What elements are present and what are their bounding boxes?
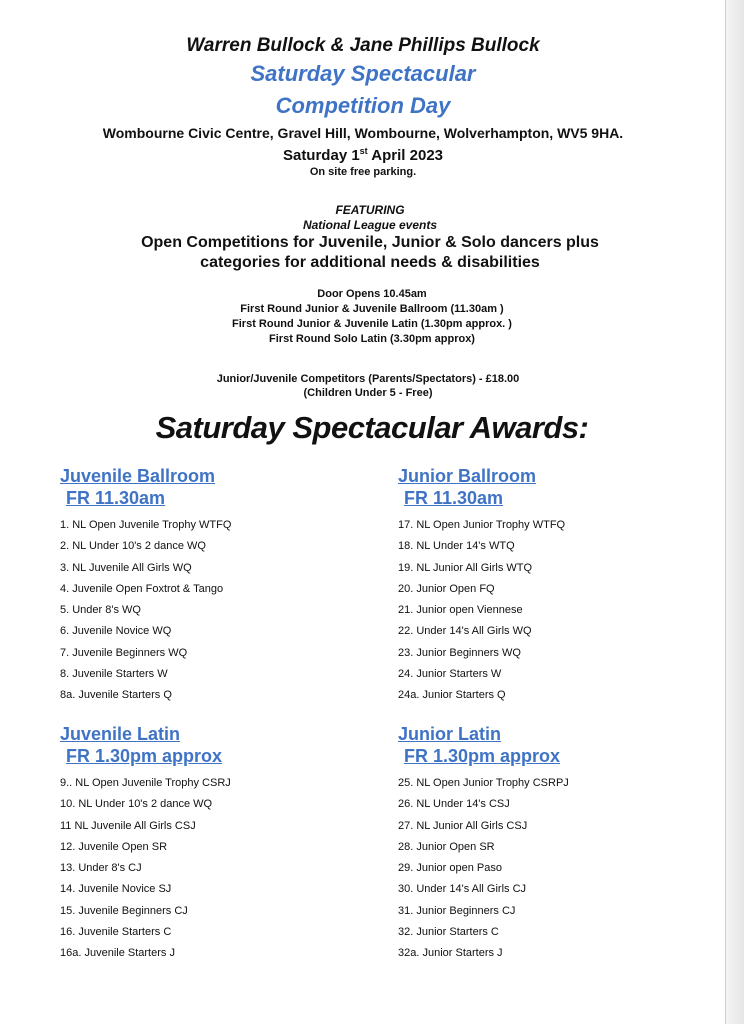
- list-item: 16. Juvenile Starters C: [60, 926, 172, 939]
- list-item: 29. Junior open Paso: [398, 862, 502, 875]
- price-note: (Children Under 5 - Free): [303, 387, 433, 399]
- section-title: Juvenile Latin: [60, 724, 181, 744]
- list-item: 11 NL Juvenile All Girls CSJ: [60, 819, 196, 832]
- list-item: 3. NL Juvenile All Girls WQ: [60, 561, 192, 574]
- list-item: 18. NL Under 14's WTQ: [398, 540, 515, 553]
- section-subtitle: FR 1.30pm approx: [66, 746, 223, 766]
- prices-block: [0, 372, 736, 400]
- page-edge: [725, 0, 744, 1024]
- header: [0, 34, 726, 179]
- section-junior-ballroom: [398, 465, 565, 707]
- award-list: [60, 773, 231, 965]
- organizers: Warren Bullock & Jane Phillips Bullock: [186, 35, 540, 56]
- list-item: 1. NL Open Juvenile Trophy WTFQ: [60, 519, 232, 531]
- venue: Wombourne Civic Centre, Gravel Hill, Wombourne, Wolverhampton, WV5 9HA.: [102, 125, 624, 141]
- list-item: 6. Juvenile Novice WQ: [60, 625, 172, 638]
- list-item: 32a. Junior Starters J: [398, 947, 503, 960]
- event-title-line2: Competition Day: [275, 93, 451, 118]
- list-item: 7. Juvenile Beginners WQ: [60, 646, 188, 659]
- section-subtitle: FR 11.30am: [404, 488, 504, 508]
- award-list: [60, 515, 231, 707]
- section-title: Junior Latin: [398, 724, 501, 744]
- list-item: 14. Juvenile Novice SJ: [60, 883, 172, 896]
- list-item: 20. Junior Open FQ: [398, 582, 495, 595]
- featuring-line2: categories for additional needs & disabilities: [200, 254, 540, 271]
- section-title: Junior Ballroom: [398, 466, 537, 486]
- date-rest: April 2023: [367, 147, 444, 164]
- schedule-line: Door Opens 10.45am: [317, 288, 427, 300]
- list-item: 32. Junior Starters C: [398, 926, 499, 939]
- list-item: 27. NL Junior All Girls CSJ: [398, 819, 528, 832]
- list-item: 10. NL Under 10's 2 dance WQ: [60, 798, 213, 811]
- list-item: 4. Juvenile Open Foxtrot & Tango: [60, 582, 224, 595]
- list-item: 31. Junior Beginners CJ: [398, 904, 516, 917]
- featuring-label: FEATURING: [335, 203, 405, 217]
- award-list: [398, 515, 565, 707]
- schedule-line: First Round Junior & Juvenile Ballroom (11.30am ): [240, 303, 504, 315]
- schedule-line: First Round Junior & Juvenile Latin (1.30pm approx. ): [232, 318, 512, 330]
- featuring-block: [0, 203, 740, 273]
- list-item: 16a. Juvenile Starters J: [60, 947, 175, 960]
- event-date: [0, 142, 726, 165]
- award-list: [398, 773, 569, 965]
- list-item: 5. Under 8's WQ: [60, 604, 141, 617]
- price-line: Junior/Juvenile Competitors (Parents/Spectators) - £18.00: [216, 373, 520, 385]
- section-title: Juvenile Ballroom: [60, 466, 216, 486]
- date-prefix: Saturday 1: [282, 147, 360, 164]
- list-item: 9.. NL Open Juvenile Trophy CSRJ: [60, 777, 231, 789]
- schedule-line: First Round Solo Latin (3.30pm approx): [269, 333, 475, 345]
- list-item: 24a. Junior Starters Q: [398, 689, 506, 702]
- section-subtitle: FR 11.30am: [66, 488, 166, 508]
- section-subtitle: FR 1.30pm approx: [404, 746, 561, 766]
- list-item: 23. Junior Beginners WQ: [398, 646, 521, 659]
- list-item: 30. Under 14's All Girls CJ: [398, 883, 527, 896]
- list-item: 12. Juvenile Open SR: [60, 840, 168, 853]
- list-item: 21. Junior open Viennese: [398, 604, 523, 617]
- awards-title: Saturday Spectacular Awards:: [155, 410, 589, 445]
- event-title-line1: Saturday Spectacular: [250, 61, 476, 86]
- section-junior-latin: [398, 723, 569, 965]
- list-item: 2. NL Under 10's 2 dance WQ: [60, 540, 206, 553]
- list-item: 24. Junior Starters W: [398, 668, 502, 681]
- featuring-subtitle: National League events: [302, 218, 438, 232]
- list-item: 22. Under 14's All Girls WQ: [398, 625, 532, 638]
- list-item: 8. Juvenile Starters W: [60, 668, 168, 681]
- list-item: 13. Under 8's CJ: [60, 862, 142, 875]
- section-juvenile-latin: [60, 723, 231, 965]
- schedule-block: [0, 287, 744, 347]
- parking-note: On site free parking.: [309, 166, 417, 178]
- list-item: 26. NL Under 14's CSJ: [398, 798, 510, 811]
- list-item: 28. Junior Open SR: [398, 840, 495, 853]
- list-item: 17. NL Open Junior Trophy WTFQ: [398, 519, 566, 531]
- list-item: 25. NL Open Junior Trophy CSRPJ: [398, 777, 569, 789]
- list-item: 8a. Juvenile Starters Q: [60, 689, 172, 702]
- date-suffix: st: [359, 146, 368, 156]
- section-juvenile-ballroom: [60, 465, 231, 707]
- featuring-line1: Open Competitions for Juvenile, Junior & Solo dancers plus: [141, 234, 599, 251]
- list-item: 19. NL Junior All Girls WTQ: [398, 561, 533, 574]
- list-item: 15. Juvenile Beginners CJ: [60, 904, 188, 917]
